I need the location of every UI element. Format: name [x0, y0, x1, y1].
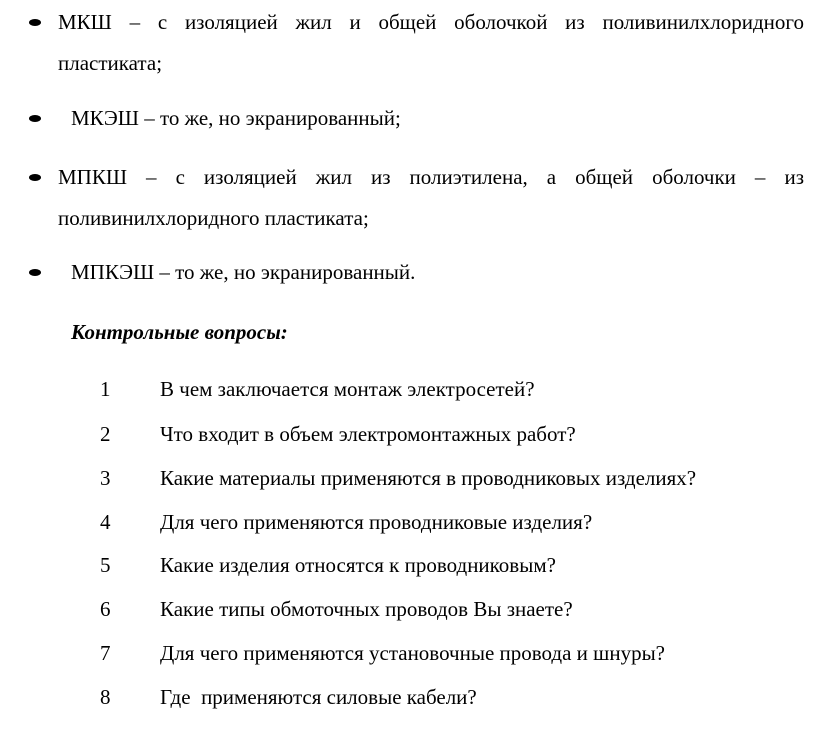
bullet-text-line: МКШ – с изоляцией жил и общей оболочкой из поливинилхлоридного — [58, 10, 804, 34]
bullet-text-line: пластиката; — [58, 51, 163, 75]
question-text: Какие типы обмоточных проводов Вы знаете? — [160, 597, 573, 621]
question-text: В чем заключается монтаж электросетей? — [160, 377, 535, 401]
bullet-dot-icon — [29, 174, 41, 181]
bullet-dot-icon — [29, 115, 41, 122]
bullet-text-line: МПКШ – с изоляцией жил из полиэтилена, а общей оболочки – из — [58, 165, 804, 189]
question-text: Какие изделия относятся к проводниковым? — [160, 553, 556, 577]
question-item — [0, 419, 816, 449]
bullet-dot-icon — [29, 19, 41, 26]
question-text: Для чего применяются проводниковые изделия? — [160, 510, 593, 534]
question-number: 1 — [100, 377, 111, 401]
questions-heading: Контрольные вопросы: — [71, 320, 288, 344]
question-number: 8 — [100, 685, 111, 709]
bullet-text-line: МКЭШ – то же, но экранированный; — [71, 106, 401, 130]
question-number: 4 — [100, 510, 111, 534]
question-item — [0, 550, 816, 580]
question-item — [0, 374, 816, 404]
question-text: Что входит в объем электромонтажных работ? — [160, 422, 576, 446]
question-item — [0, 507, 816, 537]
question-number: 3 — [100, 466, 111, 490]
question-item — [0, 594, 816, 624]
question-text: Для чего применяются установочные провода и шнуры? — [160, 641, 666, 665]
question-number: 7 — [100, 641, 111, 665]
question-number: 6 — [100, 597, 111, 621]
question-text: Какие материалы применяются в проводниковых изделиях? — [160, 466, 697, 490]
question-item — [0, 682, 816, 712]
bullet-text-line: поливинилхлоридного пластиката; — [58, 206, 369, 230]
bullet-text-line: МПКЭШ – то же, но экранированный. — [71, 260, 416, 284]
question-number: 5 — [100, 553, 111, 577]
question-number: 2 — [100, 422, 111, 446]
bullet-dot-icon — [29, 269, 41, 276]
question-item — [0, 638, 816, 668]
question-text: Где применяются силовые кабели? — [160, 685, 477, 709]
question-item — [0, 463, 816, 493]
